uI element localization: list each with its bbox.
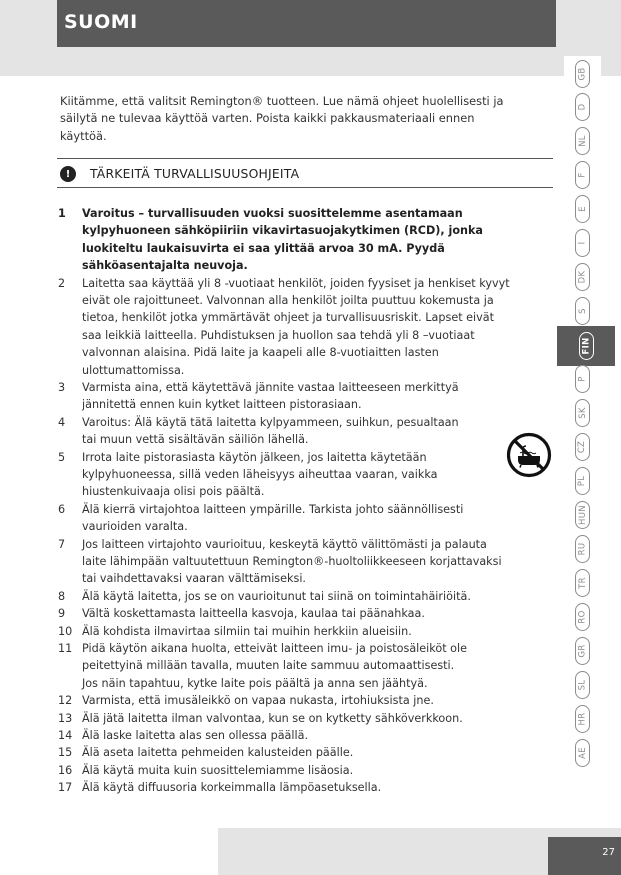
intro-line: käyttöä.	[60, 128, 107, 143]
language-tab-hr[interactable]	[567, 704, 598, 733]
language-tab-p[interactable]	[567, 365, 598, 394]
intro-paragraph	[60, 93, 538, 145]
language-tab-f[interactable]	[567, 161, 598, 190]
language-tab-pill	[575, 161, 590, 189]
language-tab-pill	[575, 263, 590, 291]
intro-line: Kiitämme, että valitsit Remington® tuotteen. Lue nämä ohjeet huolellisesti ja	[60, 94, 504, 108]
language-tab-dk[interactable]	[567, 263, 598, 292]
language-tab-pill	[575, 467, 590, 495]
language-tab-pill	[575, 229, 590, 257]
item-line: Älä kierrä virtajohtoa laitteen ympärille. Tarkista johto säännöllisesti	[82, 502, 464, 516]
language-code: CZ	[577, 440, 588, 454]
language-tab-pill	[575, 297, 590, 325]
item-number: 13	[58, 711, 73, 725]
item-text	[82, 762, 353, 779]
item-line: Älä käytä diffuusoria korkeimmalla lämpöasetuksella.	[82, 781, 382, 795]
item-line: vaurioiden varalta.	[82, 520, 188, 534]
language-tab-ae[interactable]	[567, 738, 598, 767]
item-text	[82, 501, 463, 536]
item-number: 8	[58, 589, 66, 603]
item-line: kylpyhuoneen sähköpiiriin vikavirtasuojakytkimen (RCD), jonka	[82, 224, 483, 238]
no-bath-water-icon	[506, 432, 552, 478]
language-code: GR	[577, 644, 588, 658]
language-code: HUN	[577, 504, 588, 525]
item-line: Varmista, että imusäleikkö on vapaa nukasta, irtohiuksista jne.	[82, 694, 434, 708]
item-line: Älä jätä laitetta ilman valvontaa, kun se on kytketty sähköverkkoon.	[82, 711, 463, 725]
item-number: 14	[58, 729, 73, 742]
item-line: kylpyhuoneessa, sillä veden läheisyys aiheuttaa vaaran, vaikka	[82, 468, 438, 481]
item-number: 7	[58, 537, 66, 551]
item-line: Jos laitteen virtajohto vaurioituu, keskeytä käyttö välittömästi ja palauta	[82, 537, 487, 551]
language-tab-pill	[575, 501, 590, 529]
language-tab-pill	[575, 637, 590, 665]
language-code: D	[577, 104, 588, 111]
item-line: Pidä käytön aikana huolta, etteivät laitteen imu- ja poistosäleiköt ole	[82, 642, 467, 655]
item-line: saa leikkiä laitteella. Puhdistuksen ja huollon saa tehdä yli 8 –vuotiaat	[82, 328, 475, 342]
language-code: TR	[577, 576, 588, 589]
language-header	[57, 0, 556, 47]
language-tab-hun[interactable]	[567, 500, 598, 529]
item-text	[82, 779, 381, 796]
language-tab-sl[interactable]	[567, 670, 598, 699]
item-text	[82, 449, 438, 501]
item-number: 6	[58, 502, 66, 516]
language-code: HR	[577, 712, 588, 725]
item-text	[82, 605, 425, 622]
language-tab-ro[interactable]	[567, 602, 598, 631]
language-tab-pill	[575, 195, 590, 223]
section-heading: TÄRKEITÄ TURVALLISUUSOHJEITA	[90, 166, 300, 181]
item-line: hiustenkuivaaja olisi pois päältä.	[82, 485, 265, 499]
item-text	[82, 275, 510, 379]
warning-icon: !	[60, 166, 76, 182]
item-text	[82, 379, 459, 414]
item-line: Vältä koskettamasta laitteella kasvoja, kaulaa tai päänahkaa.	[82, 607, 425, 621]
language-code: PL	[577, 475, 588, 487]
language-tab-d[interactable]	[567, 93, 598, 122]
item-text	[82, 692, 434, 709]
language-tab-pill	[575, 739, 590, 767]
item-number: 4	[58, 415, 66, 429]
language-code: RO	[577, 610, 588, 624]
item-text	[82, 536, 502, 588]
item-line: Laitetta saa käyttää yli 8 -vuotiaat henkilöt, joiden fyysiset ja henkiset kyvyt	[82, 276, 510, 290]
language-code: S	[577, 308, 588, 314]
item-line: sähköasentajalta neuvoja.	[82, 259, 248, 273]
section-divider-top	[57, 158, 553, 159]
item-text	[82, 710, 463, 727]
language-code: RU	[577, 542, 588, 556]
item-number: 3	[58, 381, 66, 394]
language-tab-i[interactable]	[567, 229, 598, 258]
item-text	[82, 640, 467, 692]
language-code: SL	[577, 679, 588, 690]
language-code: SK	[577, 407, 588, 419]
item-text	[82, 414, 459, 449]
language-code: FIN	[581, 337, 592, 355]
page-number: 27	[602, 847, 615, 858]
language-tab-e[interactable]	[567, 195, 598, 224]
language-tab-s[interactable]	[567, 297, 598, 326]
language-tab-strip	[564, 56, 601, 806]
language-code: P	[577, 376, 588, 382]
item-line: Älä käytä laitetta, jos se on vaurioitunut tai siinä on toimintahäiriöitä.	[82, 589, 471, 603]
language-tab-pill	[575, 603, 590, 631]
item-line: Irrota laite pistorasiasta käytön jälkeen, jos laitetta käytetään	[82, 450, 427, 464]
language-tab-ru[interactable]	[567, 534, 598, 563]
language-tab-nl[interactable]	[567, 127, 598, 156]
item-line: laite lähimpään valtuutettuun Remington®-huoltoliikkeeseen korjattavaksi	[82, 555, 502, 568]
item-line: Älä käytä muita kuin suosittelemiamme lisäosia.	[82, 763, 354, 777]
language-tab-pill	[575, 433, 590, 461]
language-code: GB	[577, 66, 588, 81]
item-line: Varoitus: Älä käytä tätä laitetta kylpyammeen, suihkun, pesualtaan	[82, 415, 459, 429]
item-number: 10	[58, 624, 73, 638]
language-tab-pill	[575, 671, 590, 699]
language-code: DK	[577, 270, 588, 284]
item-text	[82, 727, 308, 744]
language-tab-pill	[575, 365, 590, 393]
language-code: F	[577, 172, 588, 178]
item-line: Varoitus – turvallisuuden vuoksi suosittelemme asentamaan	[82, 207, 463, 220]
page-number-box	[548, 837, 621, 875]
item-line: luokiteltu laukaisuvirta ei saa ylittää arvoa 30 mA. Pyydä	[82, 241, 445, 255]
item-line: peitettyinä millään tavalla, muuten laite sammuu automaattisesti.	[82, 659, 455, 673]
item-text	[82, 588, 471, 605]
language-tab-pill	[575, 705, 590, 733]
item-number: 15	[58, 746, 73, 760]
language-tab-pill	[575, 60, 590, 88]
item-line: tietoa, henkilöt jotka ymmärtävät ohjeet ja turvallisuusriskit. Lapset eivät	[82, 311, 494, 325]
item-line: Varmista aina, että käytettävä jännite vastaa laitteeseen merkittyä	[82, 381, 459, 394]
item-text	[82, 744, 353, 761]
language-tab-pill	[575, 93, 590, 121]
language-tab-pill	[575, 399, 590, 427]
language-tab-pill	[575, 535, 590, 563]
item-line: ulottumattomissa.	[82, 363, 185, 377]
item-line: Jos näin tapahtuu, kytke laite pois päältä ja anna sen jäähtyä.	[82, 676, 428, 690]
section-divider-bottom	[57, 187, 553, 188]
language-tab-pill	[575, 127, 590, 155]
item-number: 5	[58, 450, 66, 464]
intro-line: säilytä ne tulevaa käyttöä varten. Poista kaikki pakkausmateriaali ennen	[60, 111, 475, 126]
language-tab-pl[interactable]	[567, 466, 598, 495]
language-tab-cz[interactable]	[567, 432, 598, 461]
item-line: Älä aseta laitetta pehmeiden kalusteiden päälle.	[82, 746, 354, 760]
language-code: AE	[577, 746, 588, 759]
item-line: jännitettä ennen kuin kytket laitteen pistorasiaan.	[82, 398, 362, 412]
page-title: SUOMI	[64, 11, 138, 33]
item-line: tai vaihdettavaksi vaaran välttämiseksi.	[82, 572, 306, 586]
item-text	[82, 205, 483, 275]
language-tab-gb[interactable]	[567, 59, 598, 88]
language-code: NL	[577, 135, 588, 148]
item-number: 12	[58, 694, 73, 708]
language-tab-pill	[579, 332, 594, 360]
language-tab-fin[interactable]	[557, 326, 615, 366]
language-tab-gr[interactable]	[567, 636, 598, 665]
item-line: eivät ole rajoittuneet. Valvonnan alla henkilöt joilta puuttuu kokemusta ja	[82, 294, 494, 307]
item-number: 16	[58, 763, 73, 777]
item-line: Älä kohdista ilmavirtaa silmiin tai muihin herkkiin alueisiin.	[82, 624, 412, 638]
language-tab-pill	[575, 569, 590, 597]
language-tab-tr[interactable]	[567, 568, 598, 597]
language-tab-sk[interactable]	[567, 399, 598, 428]
item-text	[82, 623, 412, 640]
item-number: 9	[58, 607, 66, 621]
item-line: Älä laske laitetta alas sen ollessa päällä.	[82, 729, 309, 742]
item-number: 17	[58, 781, 73, 795]
item-line: valvonnan alaisina. Pidä laite ja kaapeli alle 8-vuotiaitten lasten	[82, 346, 439, 360]
item-line: tai muun vettä sisältävän säiliön lähellä.	[82, 433, 309, 447]
item-number: 2	[58, 276, 66, 290]
item-number: 11	[58, 642, 73, 655]
language-code: I	[577, 241, 588, 245]
item-number: 1	[58, 207, 66, 220]
language-code: E	[577, 206, 588, 213]
